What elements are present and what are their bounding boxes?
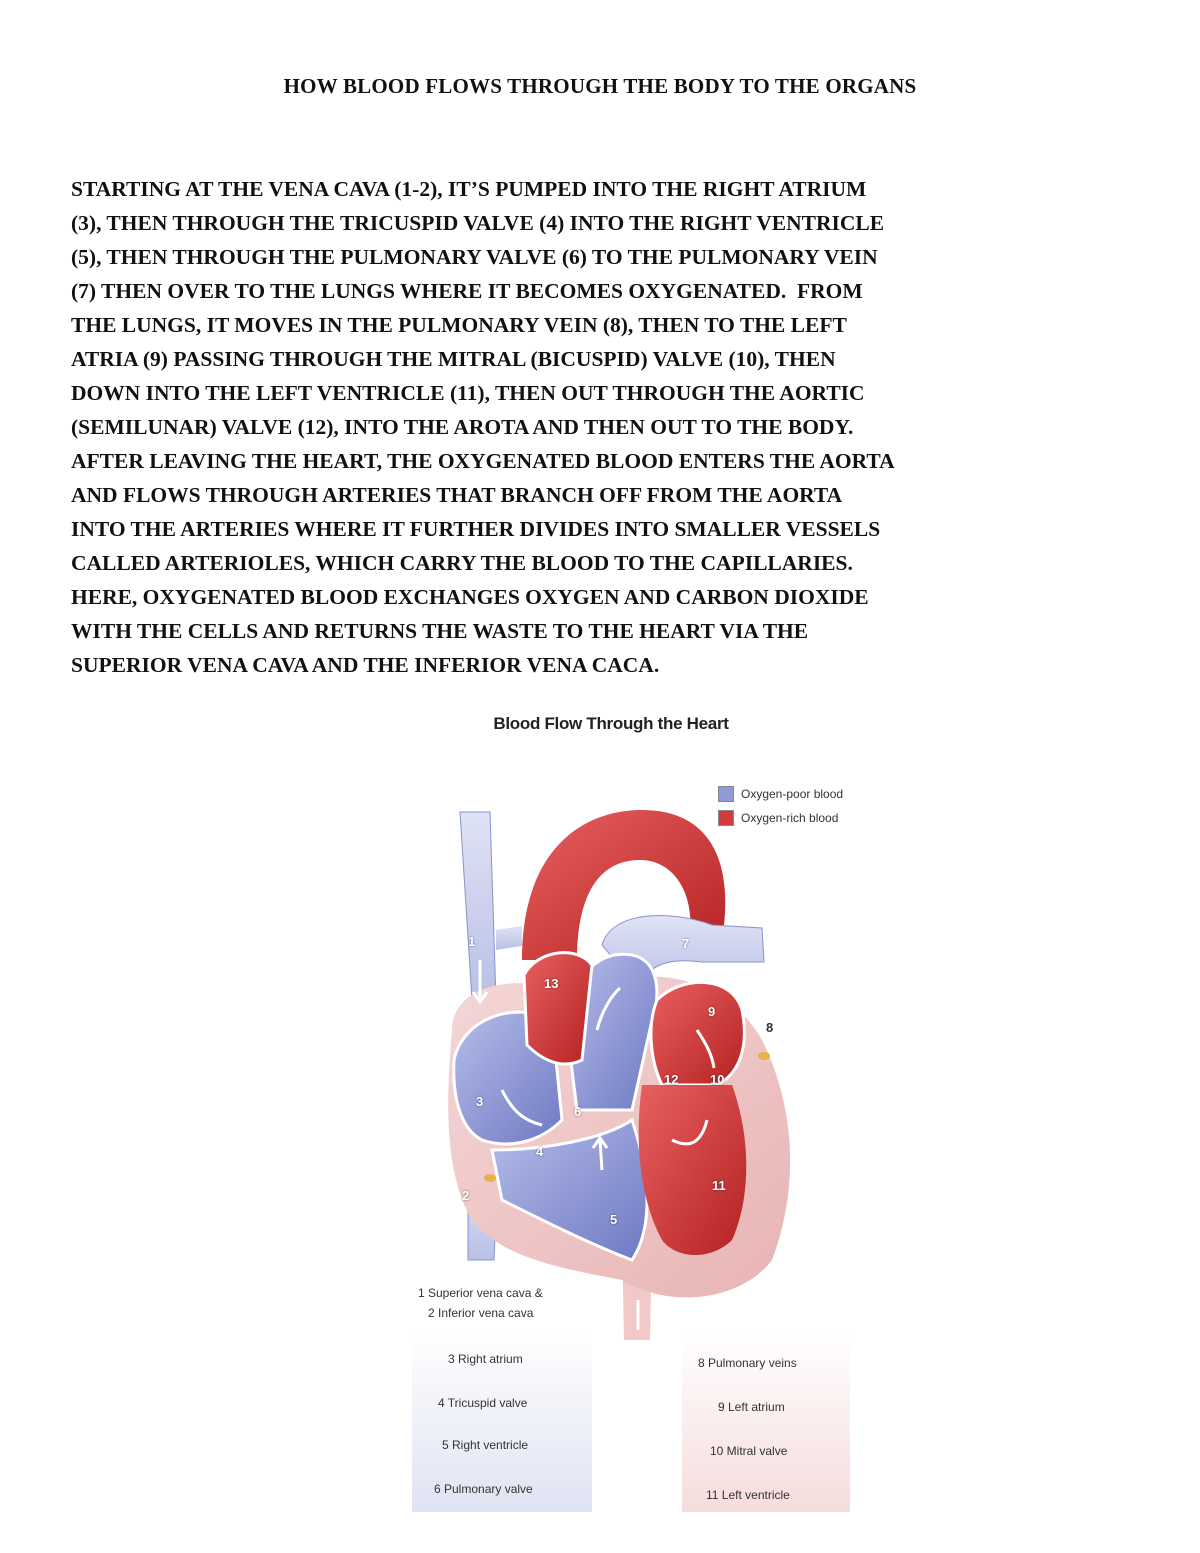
paragraph-line: DOWN INTO THE LEFT VENTRICLE (11), THEN OUT THROUGH THE AORTIC: [71, 381, 865, 405]
diagram-label-1: 1: [468, 934, 476, 949]
paragraph-line: ATRIA (9) PASSING THROUGH THE MITRAL (BICUSPID) VALVE (10), THEN: [71, 347, 836, 371]
key-item: 8 Pulmonary veins: [698, 1356, 797, 1370]
heart-diagram-figure: [372, 700, 850, 1512]
diagram-label-9: 9: [708, 1004, 716, 1019]
figure-title: Blood Flow Through the Heart: [493, 714, 729, 733]
paragraph-line: (5), THEN THROUGH THE PULMONARY VALVE (6) TO THE PULMONARY VEIN: [71, 245, 878, 269]
diagram-label-3: 3: [476, 1094, 484, 1109]
superior-vena-cava: [460, 812, 496, 1000]
paragraph-line: HERE, OXYGENATED BLOOD EXCHANGES OXYGEN AND CARBON DIOXIDE: [71, 585, 869, 609]
aortic-root: [524, 953, 592, 1064]
paragraph-line: THE LUNGS, IT MOVES IN THE PULMONARY VEIN (8), THEN TO THE LEFT: [71, 313, 847, 337]
paragraph-line: AFTER LEAVING THE HEART, THE OXYGENATED BLOOD ENTERS THE AORTA: [71, 449, 895, 473]
flow-arrow: [600, 1140, 602, 1170]
key-item: 6 Pulmonary valve: [434, 1482, 533, 1496]
paragraph-line: (7) THEN OVER TO THE LUNGS WHERE IT BECOMES OXYGENATED. FROM: [71, 279, 863, 303]
valve-marker: [484, 1174, 496, 1182]
key-item: 10 Mitral valve: [710, 1444, 788, 1458]
diagram-label-12: 12: [664, 1072, 679, 1087]
paragraph-line: AND FLOWS THROUGH ARTERIES THAT BRANCH OFF FROM THE AORTA: [71, 483, 843, 507]
paragraph-line: SUPERIOR VENA CAVA AND THE INFERIOR VENA CACA.: [71, 653, 660, 677]
right-pulmonary-vessel: [496, 926, 522, 950]
body-paragraph: [71, 172, 1141, 682]
legend-label: Oxygen-rich blood: [741, 811, 839, 825]
valve-marker: [758, 1052, 770, 1060]
paragraph-line: STARTING AT THE VENA CAVA (1-2), IT’S PUMPED INTO THE RIGHT ATRIUM: [71, 177, 867, 201]
paragraph-line: WITH THE CELLS AND RETURNS THE WASTE TO THE HEART VIA THE: [71, 619, 809, 643]
legend-label: Oxygen-poor blood: [741, 787, 844, 801]
document-title: HOW BLOOD FLOWS THROUGH THE BODY TO THE ORGANS: [283, 74, 917, 98]
key-item: 1 Superior vena cava &: [418, 1286, 543, 1300]
key-item: 3 Right atrium: [448, 1352, 523, 1366]
diagram-label-10: 10: [710, 1072, 725, 1087]
diagram-label-7: 7: [682, 936, 690, 951]
diagram-label-11: 11: [712, 1178, 726, 1193]
diagram-label-5: 5: [610, 1212, 618, 1227]
key-item: 11 Left ventricle: [706, 1488, 790, 1502]
diagram-label-8: 8: [766, 1020, 774, 1035]
diagram-label-13: 13: [544, 976, 559, 991]
key-item: 9 Left atrium: [718, 1400, 785, 1414]
paragraph-line: INTO THE ARTERIES WHERE IT FURTHER DIVIDES INTO SMALLER VESSELS: [71, 517, 881, 541]
paragraph-line: (3), THEN THROUGH THE TRICUSPID VALVE (4) INTO THE RIGHT VENTRICLE: [71, 211, 885, 235]
diagram-label-2: 2: [462, 1188, 470, 1203]
key-item: 5 Right ventricle: [442, 1438, 529, 1452]
key-item: 2 Inferior vena cava: [428, 1306, 534, 1320]
paragraph-line: CALLED ARTERIOLES, WHICH CARRY THE BLOOD TO THE CAPILLARIES.: [71, 551, 853, 575]
paragraph-line: (SEMILUNAR) VALVE (12), INTO THE AROTA AND THEN OUT TO THE BODY.: [71, 415, 854, 439]
key-item: 4 Tricuspid valve: [438, 1396, 528, 1410]
diagram-label-4: 4: [536, 1144, 544, 1159]
diagram-label-6: 6: [574, 1104, 582, 1119]
